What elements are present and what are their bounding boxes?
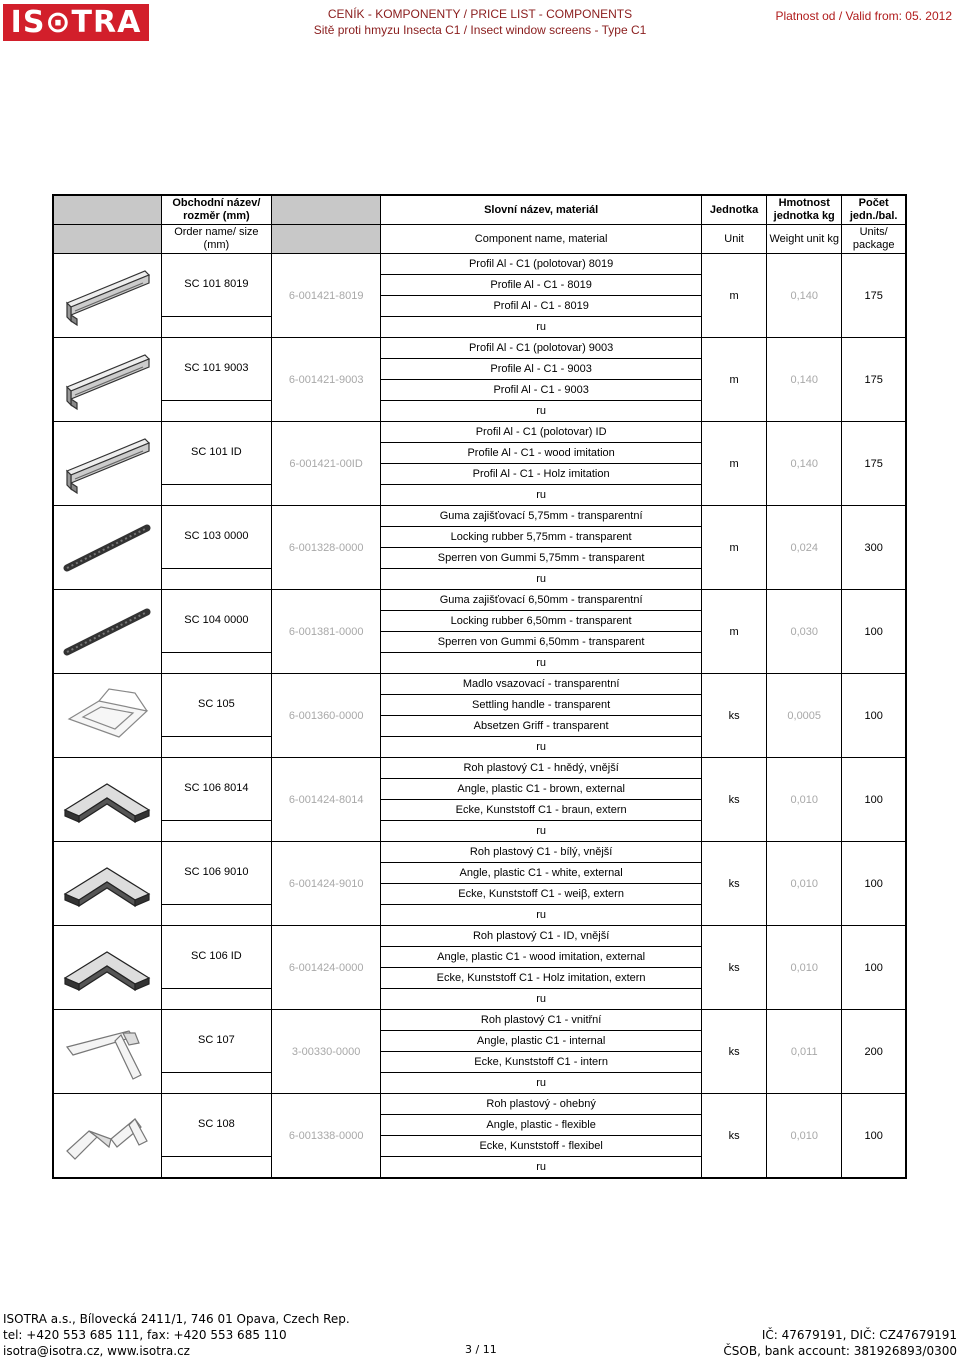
col-header-weight: Hmotnost jednotka kg (767, 195, 842, 225)
product-description-line: Ecke, Kunststoff C1 - intern (381, 1052, 702, 1073)
product-description-line: Ecke, Kunststoff C1 - braun, extern (381, 800, 702, 821)
product-unit: m (702, 422, 767, 506)
product-image (53, 926, 161, 1010)
product-code: 6-001360-0000 (272, 674, 381, 758)
col-header-unit: Jednotka (702, 195, 767, 225)
product-image (53, 254, 161, 338)
rubber-cord-icon (54, 518, 161, 578)
product-name-empty (161, 569, 271, 590)
col-header-description: Slovní název, materiál (381, 195, 702, 225)
product-code: 6-001338-0000 (272, 1094, 381, 1179)
product-name: SC 106 ID (161, 926, 271, 989)
product-quantity: 100 (842, 758, 906, 842)
product-description-line: Profil Al - C1 - Holz imitation (381, 464, 702, 485)
footer-registration (723, 1327, 957, 1359)
product-code: 6-001328-0000 (272, 506, 381, 590)
product-description-line: ru (381, 989, 702, 1010)
product-quantity: 175 (842, 422, 906, 506)
product-name: SC 108 (161, 1094, 271, 1157)
product-name: SC 105 (161, 674, 271, 737)
corner-icon (54, 854, 161, 914)
product-name: SC 101 ID (161, 422, 271, 485)
product-unit: ks (702, 926, 767, 1010)
profile-icon (54, 345, 161, 415)
product-quantity: 200 (842, 1010, 906, 1094)
product-description-line: ru (381, 485, 702, 506)
product-image (53, 506, 161, 590)
product-description-line: Profil Al - C1 - 8019 (381, 296, 702, 317)
product-description-line: Roh plastový C1 - vnitřní (381, 1010, 702, 1031)
product-description-line: ru (381, 1157, 702, 1179)
product-image (53, 842, 161, 926)
product-unit: ks (702, 758, 767, 842)
product-name-empty (161, 1073, 271, 1094)
product-quantity: 100 (842, 926, 906, 1010)
footer-company-info (3, 1311, 350, 1359)
product-weight: 0,030 (767, 590, 842, 674)
document-title: CENÍK - KOMPONENTY / PRICE LIST - COMPONENTS (327, 7, 633, 21)
product-description-line: ru (381, 653, 702, 674)
document-subtitle: Sitě proti hmyzu Insecta C1 / Insect window screens - Type C1 (313, 23, 647, 37)
product-name: SC 103 0000 (161, 506, 271, 569)
product-unit: m (702, 254, 767, 338)
product-unit: ks (702, 674, 767, 758)
col-header-weight-en: Weight unit kg (767, 225, 842, 254)
valid-from: Platnost od / Valid from: 05. 2012 (775, 9, 952, 23)
product-quantity: 175 (842, 338, 906, 422)
corner-icon (54, 938, 161, 998)
table-row (53, 674, 906, 695)
col-header-name: Obchodní název/ rozměr (mm) (161, 195, 271, 225)
table-row (53, 506, 906, 527)
product-image (53, 1010, 161, 1094)
product-code: 6-001421-8019 (272, 254, 381, 338)
product-code: 6-001424-0000 (272, 926, 381, 1010)
product-description-line: Ecke, Kunststoff C1 - weiβ, extern (381, 884, 702, 905)
product-description-line: ru (381, 821, 702, 842)
product-description-line: Absetzen Griff - transparent (381, 716, 702, 737)
product-unit: m (702, 338, 767, 422)
product-name-empty (161, 485, 271, 506)
footer-bank: ČSOB, bank account: 381926893/0300 (723, 1344, 957, 1358)
product-unit: m (702, 506, 767, 590)
product-code: 6-001424-8014 (272, 758, 381, 842)
handle-icon (54, 681, 161, 751)
product-description-line: Profile Al - C1 - 8019 (381, 275, 702, 296)
product-description-line: Profil Al - C1 (polotovar) 9003 (381, 338, 702, 359)
table-row (53, 338, 906, 359)
product-image (53, 422, 161, 506)
product-description-line: ru (381, 569, 702, 590)
product-weight: 0,010 (767, 842, 842, 926)
product-description-line: Angle, plastic C1 - wood imitation, external (381, 947, 702, 968)
product-weight: 0,011 (767, 1010, 842, 1094)
col-header-code: Kód (272, 195, 381, 225)
product-code: 6-001424-9010 (272, 842, 381, 926)
corner-icon (54, 770, 161, 830)
product-name: SC 106 8014 (161, 758, 271, 821)
footer-ids: IČ: 47679191, DIČ: CZ47679191 (761, 1328, 957, 1342)
product-description-line: Locking rubber 6,50mm - transparent (381, 611, 702, 632)
product-weight: 0,140 (767, 254, 842, 338)
product-description-line: ru (381, 401, 702, 422)
product-description-line: Sperren von Gummi 5,75mm - transparent (381, 548, 702, 569)
product-description-line: Ecke, Kunststoff - flexibel (381, 1136, 702, 1157)
product-unit: ks (702, 1010, 767, 1094)
table-row (53, 926, 906, 947)
product-description-line: Roh plastový C1 - hnědý, vnější (381, 758, 702, 779)
product-name-empty (161, 989, 271, 1010)
product-description-line: Profil Al - C1 (polotovar) ID (381, 422, 702, 443)
product-description-line: Settling handle - transparent (381, 695, 702, 716)
product-name: SC 104 0000 (161, 590, 271, 653)
product-description-line: Roh plastový C1 - bílý, vnější (381, 842, 702, 863)
isotra-logo: IS⊙TRA (3, 4, 149, 41)
product-image (53, 674, 161, 758)
footer-phone: tel: +420 553 685 111, fax: +420 553 685 110 (3, 1328, 287, 1342)
product-description-line: Profil Al - C1 - 9003 (381, 380, 702, 401)
footer-web: isotra@isotra.cz, www.isotra.cz (3, 1344, 190, 1358)
product-quantity: 100 (842, 842, 906, 926)
product-weight: 0,140 (767, 338, 842, 422)
product-description-line: Ecke, Kunststoff C1 - Holz imitation, extern (381, 968, 702, 989)
table-row (53, 842, 906, 863)
col-header-quantity: Počet jedn./bal. (842, 195, 906, 225)
product-quantity: 100 (842, 674, 906, 758)
col-header-quantity-en: Units/ package (842, 225, 906, 254)
price-list-table (52, 194, 907, 1179)
product-quantity: 100 (842, 1094, 906, 1179)
product-weight: 0,010 (767, 1094, 842, 1179)
product-description-line: Roh plastový - ohebný (381, 1094, 702, 1115)
product-name-empty (161, 401, 271, 422)
product-code: 6-001421-00ID (272, 422, 381, 506)
product-description-line: Roh plastový C1 - ID, vnější (381, 926, 702, 947)
product-name: SC 107 (161, 1010, 271, 1073)
product-weight: 0,024 (767, 506, 842, 590)
product-unit: ks (702, 1094, 767, 1179)
product-quantity: 300 (842, 506, 906, 590)
product-description-line: Profil Al - C1 (polotovar) 8019 (381, 254, 702, 275)
product-description-line: ru (381, 1073, 702, 1094)
table-row (53, 1094, 906, 1115)
product-description-line: Guma zajišťovací 5,75mm - transparentní (381, 506, 702, 527)
product-description-line: Profile Al - C1 - wood imitation (381, 443, 702, 464)
flexible-corner-icon (54, 1101, 161, 1171)
product-weight: 0,010 (767, 926, 842, 1010)
product-weight: 0,0005 (767, 674, 842, 758)
product-name: SC 106 9010 (161, 842, 271, 905)
profile-icon (54, 261, 161, 331)
footer-address: ISOTRA a.s., Bílovecká 2411/1, 746 01 Opava, Czech Rep. (3, 1312, 350, 1326)
page-number: 3 / 11 (465, 1343, 497, 1356)
product-description-line: Profile Al - C1 - 9003 (381, 359, 702, 380)
product-description-line: Madlo vsazovací - transparentní (381, 674, 702, 695)
table-row (53, 254, 906, 275)
product-description-line: Angle, plastic - flexible (381, 1115, 702, 1136)
product-description-line: ru (381, 905, 702, 926)
product-name-empty (161, 1157, 271, 1179)
product-name-empty (161, 737, 271, 758)
col-header-unit-en: Unit (702, 225, 767, 254)
product-description-line: Angle, plastic C1 - white, external (381, 863, 702, 884)
product-name: SC 101 8019 (161, 254, 271, 317)
product-description-line: Angle, plastic C1 - brown, external (381, 779, 702, 800)
product-description-line: Locking rubber 5,75mm - transparent (381, 527, 702, 548)
product-weight: 0,140 (767, 422, 842, 506)
col-header-description-en: Component name, material (381, 225, 702, 254)
col-header-picture-en: Picture (53, 225, 161, 254)
product-name-empty (161, 317, 271, 338)
product-description-line: ru (381, 317, 702, 338)
table-header-en (53, 225, 906, 254)
rubber-cord-icon (54, 602, 161, 662)
profile-icon (54, 429, 161, 499)
product-name: SC 101 9003 (161, 338, 271, 401)
col-header-picture: Obrázek (53, 195, 161, 225)
product-quantity: 175 (842, 254, 906, 338)
product-description-line: Guma zajišťovací 6,50mm - transparentní (381, 590, 702, 611)
product-image (53, 1094, 161, 1179)
table-row (53, 758, 906, 779)
product-name-empty (161, 905, 271, 926)
product-code: 6-001421-9003 (272, 338, 381, 422)
product-description-line: Sperren von Gummi 6,50mm - transparent (381, 632, 702, 653)
product-image (53, 590, 161, 674)
product-code: 6-001381-0000 (272, 590, 381, 674)
table-row (53, 1010, 906, 1031)
product-unit: m (702, 590, 767, 674)
table-header-cs (53, 195, 906, 225)
table-row (53, 422, 906, 443)
col-header-code-en: Code (272, 225, 381, 254)
product-image (53, 758, 161, 842)
internal-corner-icon (54, 1017, 161, 1087)
product-image (53, 338, 161, 422)
product-name-empty (161, 653, 271, 674)
col-header-name-en: Order name/ size (mm) (161, 225, 271, 254)
product-description-line: Angle, plastic C1 - internal (381, 1031, 702, 1052)
product-code: 3-00330-0000 (272, 1010, 381, 1094)
product-quantity: 100 (842, 590, 906, 674)
product-weight: 0,010 (767, 758, 842, 842)
product-description-line: ru (381, 737, 702, 758)
product-unit: ks (702, 842, 767, 926)
product-name-empty (161, 821, 271, 842)
table-row (53, 590, 906, 611)
